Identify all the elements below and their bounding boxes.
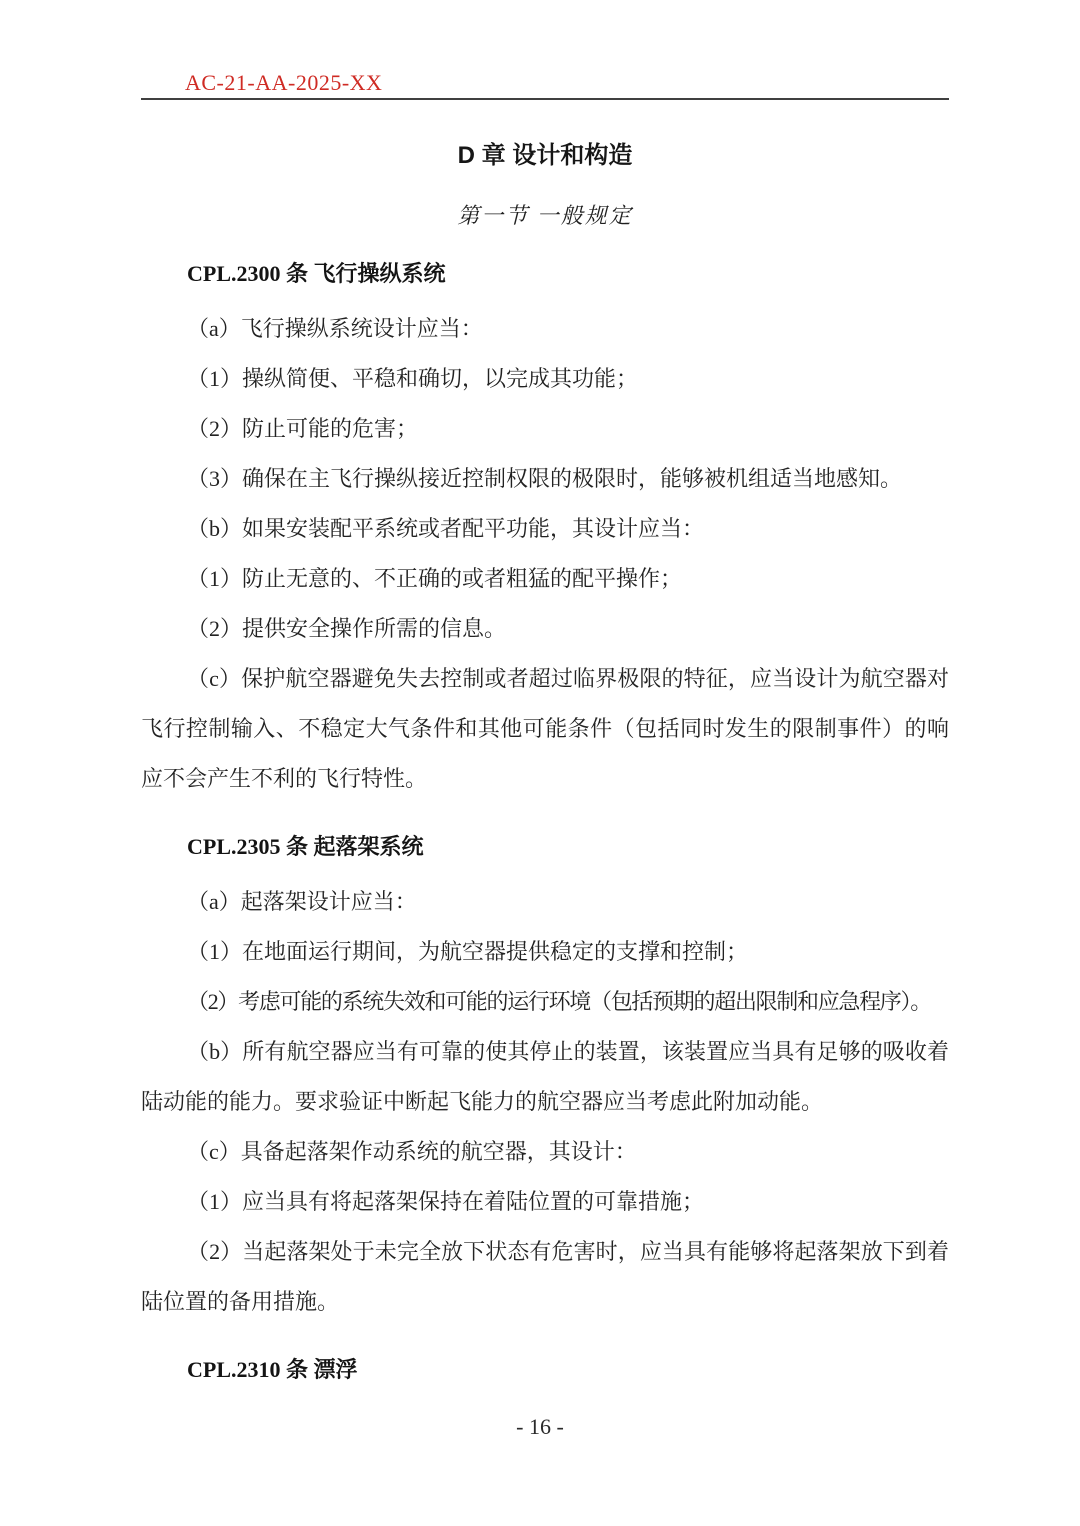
- paragraph: （2）当起落架处于未完全放下状态有危害时，应当具有能够将起落架放下到着陆位置的备用措施。: [141, 1239, 949, 1314]
- article-heading: CPL.2305 条 起落架系统: [187, 834, 424, 859]
- doc-number: AC-21-AA-2025-XX: [185, 70, 383, 95]
- paragraph: （2）提供安全操作所需的信息。: [187, 616, 507, 641]
- paragraph: （2）考虑可能的系统失效和可能的运行环境（包括预期的超出限制和应急程序）。: [187, 989, 931, 1014]
- paragraph: （1）操纵简便、平稳和确切，以完成其功能；: [187, 366, 639, 391]
- paragraph: （c）具备起落架作动系统的航空器，其设计：: [187, 1139, 637, 1164]
- article-section-cpl2300: [141, 249, 949, 804]
- article-section-cpl2305: [141, 822, 949, 1327]
- article-section-cpl2310: [141, 1345, 949, 1395]
- chapter-title: D 章 设计和构造: [457, 142, 633, 169]
- section-subtitle: 第一节 一般规定: [457, 203, 633, 228]
- paragraph: （1）应当具有将起落架保持在着陆位置的可靠措施；: [187, 1189, 705, 1214]
- paragraph: （2）防止可能的危害；: [187, 416, 419, 441]
- paragraph: （c）保护航空器避免失去控制或者超过临界极限的特征，应当设计为航空器对飞行控制输入、不稳定大气条件和其他可能条件（包括同时发生的限制事件）的响应不会产生不利的飞行特性。: [141, 666, 949, 791]
- paragraph: （b）所有航空器应当有可靠的使其停止的装置，该装置应当具有足够的吸收着陆动能的能力。要求验证中断起飞能力的航空器应当考虑此附加动能。: [141, 1039, 949, 1114]
- article-heading: CPL.2300 条 飞行操纵系统: [187, 261, 446, 286]
- paragraph: （a）飞行操纵系统设计应当：: [187, 316, 483, 341]
- page-number: - 16 -: [516, 1414, 564, 1439]
- paragraph: （b）如果安装配平系统或者配平功能，其设计应当：: [187, 516, 705, 541]
- paragraph: （3）确保在主飞行操纵接近控制权限的极限时，能够被机组适当地感知。: [187, 466, 903, 491]
- paragraph: （1）防止无意的、不正确的或者粗猛的配平操作；: [187, 566, 683, 591]
- paragraph: （1）在地面运行期间，为航空器提供稳定的支撑和控制；: [187, 939, 749, 964]
- paragraph: （a）起落架设计应当：: [187, 889, 417, 914]
- page-content: [141, 0, 949, 1400]
- article-heading: CPL.2310 条 漂浮: [187, 1357, 358, 1382]
